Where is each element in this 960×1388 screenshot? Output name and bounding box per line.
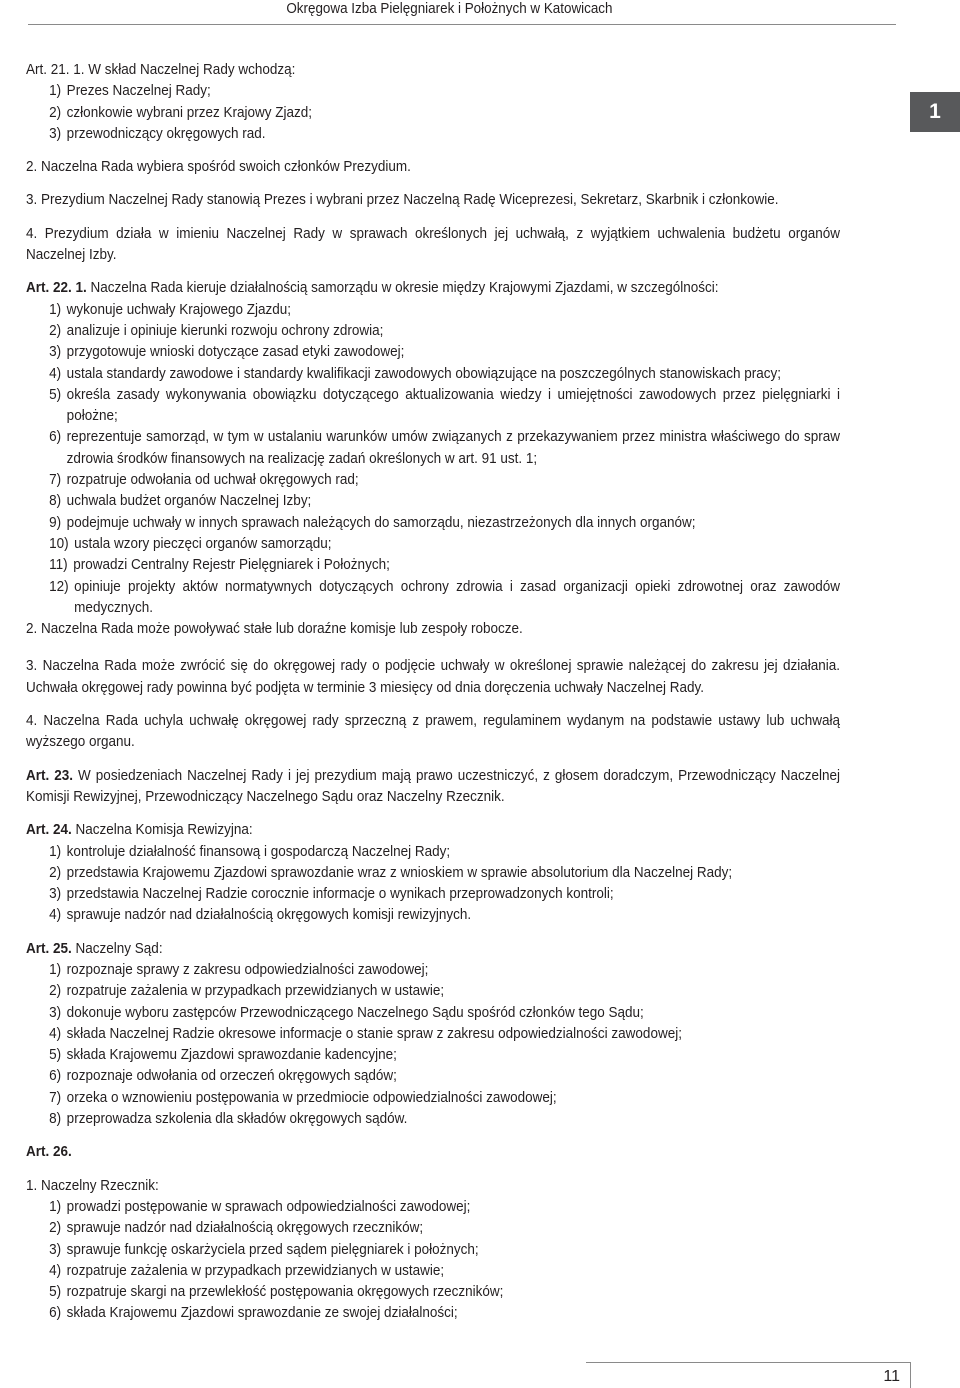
list-item-text: prowadzi Centralny Rejestr Pielęgniarek i Położnych; xyxy=(73,557,390,574)
list-item-number: 3) xyxy=(49,1004,62,1021)
list-item-text: członkowie wybrani przez Krajowy Zjazd; xyxy=(66,104,313,121)
list-item-number: 5) xyxy=(49,1047,62,1064)
chapter-tab: 1 xyxy=(910,92,960,132)
list-item-text: prowadzi postępowanie w sprawach odpowiedzialności zawodowej; xyxy=(66,1198,471,1215)
list-item-number: 1) xyxy=(49,301,62,318)
list-item xyxy=(26,981,840,1002)
list-item xyxy=(26,842,840,863)
list-item-number: 11) xyxy=(49,557,68,574)
list-item-number: 2) xyxy=(49,104,62,121)
list-item-number: 2) xyxy=(49,983,62,1000)
art22-paragraph-2: 2. Naczelna Rada może powoływać stałe lub doraźne komisje lub zespoły robocze. xyxy=(26,621,523,638)
list-item-text: rozpatruje odwołania od uchwał okręgowych rad; xyxy=(66,472,359,489)
list-item-text: opiniuje projekty aktów normatywnych dotyczących ochrony zdrowia i zasad organizacji opieki zdrowotnej oraz zawodów medycznych. xyxy=(74,578,841,616)
list-item xyxy=(26,124,840,145)
article-22 xyxy=(26,278,840,753)
art22-lead: Naczelna Rada kieruje działalnością samorządu w okresie między Krajowymi Zjazdami, w szczególności: xyxy=(90,280,719,297)
page-header-title: Okręgowa Izba Pielęgniarek i Położnych w Katowicach xyxy=(285,1,612,17)
list-item-number: 4) xyxy=(49,1262,62,1279)
list-item-number: 10) xyxy=(49,535,69,552)
list-item xyxy=(26,1045,840,1066)
list-item xyxy=(26,300,840,321)
list-item xyxy=(26,884,840,905)
list-item xyxy=(26,905,840,926)
list-item-number: 2) xyxy=(49,1220,62,1237)
list-item-text: analizuje i opiniuje kierunki rozwoju ochrony zdrowia; xyxy=(66,322,384,339)
list-item-number: 4) xyxy=(49,365,62,382)
list-item-number: 1) xyxy=(49,83,62,100)
list-item xyxy=(26,1197,840,1218)
list-item-text: składa Krajowemu Zjazdowi sprawozdanie kadencyjne; xyxy=(66,1047,397,1064)
list-item xyxy=(26,1066,840,1087)
list-item-text: przewodniczący okręgowych rad. xyxy=(66,125,266,142)
list-item-number: 2) xyxy=(49,864,62,881)
list-item-number: 9) xyxy=(49,514,62,531)
list-item xyxy=(26,1024,840,1045)
list-item-text: rozpatruje zażalenia w przypadkach przewidzianych w ustawie; xyxy=(66,1262,445,1279)
article-24 xyxy=(26,820,840,926)
list-item xyxy=(26,1282,840,1303)
list-item xyxy=(26,513,840,534)
art21-paragraph-2: 2. Naczelna Rada wybiera spośród swoich członków Prezydium. xyxy=(26,159,411,176)
art25-lead: Naczelny Sąd: xyxy=(75,940,163,957)
list-item xyxy=(26,863,840,884)
list-item xyxy=(26,534,840,555)
list-item xyxy=(26,491,840,512)
art21-lead: Art. 21. 1. W skład Naczelnej Rady wchodzą: xyxy=(26,62,296,78)
list-item-number: 7) xyxy=(49,472,62,489)
list-item-text: podejmuje uchwały w innych sprawach należących do samorządu, niezastrzeżonych dla innych organów; xyxy=(66,514,696,531)
art21-paragraph-4: 4. Prezydium działa w imieniu Naczelnej Rady w sprawach określonych jej uchwałą, z wyjątkiem uchwalenia budżetu organów Naczelnej Izby. xyxy=(26,225,840,264)
list-item-text: określa zasady wykonywania obowiązku dotyczącego aktualizowania wiedzy i umiejętności zawodowych przez pielęgniarki i położne; xyxy=(66,386,840,425)
list-item-text: rozpoznaje odwołania od orzeczeń okręgowych sądów; xyxy=(66,1068,397,1085)
list-item-text: sprawuje nadzór nad działalnością okręgowych rzeczników; xyxy=(66,1220,424,1237)
art22-label: Art. 22. 1. xyxy=(26,280,87,297)
list-item xyxy=(26,1003,840,1024)
list-item-number: 1) xyxy=(49,1198,62,1215)
list-item-text: składa Krajowemu Zjazdowi sprawozdanie ze swojej działalności; xyxy=(66,1305,458,1322)
list-item-text: rozpatruje zażalenia w przypadkach przewidzianych w ustawie; xyxy=(66,983,445,1000)
list-item-number: 2) xyxy=(49,322,62,339)
header-rule xyxy=(28,24,896,25)
list-item-text: przygotowuje wnioski dotyczące zasad etyki zawodowej; xyxy=(66,344,405,361)
list-item-number: 1) xyxy=(49,843,62,860)
list-item-text: kontroluje działalność finansową i gospodarczą Naczelnej Rady; xyxy=(66,843,451,860)
document-body xyxy=(26,60,840,1325)
list-item xyxy=(26,555,840,576)
article-26 xyxy=(26,1142,840,1324)
list-item-text: ustala standardy zawodowe i standardy kwalifikacji zawodowych obowiązujące na poszczególnych stanowiskach pracy; xyxy=(66,365,782,382)
list-item xyxy=(26,321,840,342)
list-item xyxy=(26,470,840,491)
list-item-text: orzeka o wznowieniu postępowania w przedmiocie odpowiedzialności zawodowej; xyxy=(66,1089,557,1106)
list-item-text: składa Naczelnej Radzie okresowe informacje o stanie spraw z zakresu odpowiedzialności zawodowej; xyxy=(66,1025,682,1042)
list-item xyxy=(26,1261,840,1282)
list-item-number: 4) xyxy=(49,1025,62,1042)
article-23 xyxy=(26,766,840,809)
list-item-text: wykonuje uchwały Krajowego Zjazdu; xyxy=(66,301,292,318)
list-item xyxy=(26,385,840,428)
art26-label: Art. 26. xyxy=(26,1144,72,1161)
art25-label: Art. 25. xyxy=(26,940,72,957)
footer-frame xyxy=(586,1362,911,1388)
list-item-number: 6) xyxy=(49,1305,62,1322)
art22-paragraph-4: 4. Naczelna Rada uchyla uchwałę okręgowej rady sprzeczną z prawem, regulaminem wydanym na podstawie ustawy lub uchwałą wyższego organu. xyxy=(26,713,840,751)
list-item xyxy=(26,1218,840,1239)
list-item-number: 3) xyxy=(49,125,62,142)
article-21 xyxy=(26,60,840,266)
list-item xyxy=(26,81,840,102)
list-item-text: przeprowadza szkolenia dla składów okręgowych sądów. xyxy=(66,1111,408,1128)
list-item-text: przedstawia Naczelnej Radzie corocznie informacje o wynikach przeprowadzonych kontroli; xyxy=(66,886,614,903)
list-item-number: 1) xyxy=(49,961,62,978)
list-item xyxy=(26,364,840,385)
art23-label: Art. 23. xyxy=(26,767,74,784)
list-item xyxy=(26,1303,840,1324)
list-item-text: ustala wzory pieczęci organów samorządu; xyxy=(74,535,332,552)
list-item-text: rozpoznaje sprawy z zakresu odpowiedzialności zawodowej; xyxy=(66,961,429,978)
list-item-number: 5) xyxy=(49,1284,62,1301)
list-item-text: przedstawia Krajowemu Zjazdowi sprawozdanie wraz z wnioskiem w sprawie absolutorium dla Naczelnej Rady; xyxy=(66,864,733,881)
list-item xyxy=(26,103,840,124)
list-item-text: Prezes Naczelnej Rady; xyxy=(66,83,211,100)
list-item-number: 3) xyxy=(49,1241,62,1258)
list-item-number: 6) xyxy=(49,1068,62,1085)
list-item-number: 7) xyxy=(49,1089,62,1106)
list-item xyxy=(26,342,840,363)
list-item-number: 4) xyxy=(49,907,62,924)
list-item-number: 12) xyxy=(49,578,69,595)
list-item-number: 3) xyxy=(49,344,62,361)
list-item xyxy=(26,1088,840,1109)
list-item-number: 3) xyxy=(49,886,62,903)
list-item xyxy=(26,427,840,470)
art24-lead: Naczelna Komisja Rewizyjna: xyxy=(75,822,253,839)
article-25 xyxy=(26,939,840,1131)
list-item xyxy=(26,577,840,620)
list-item-number: 5) xyxy=(49,386,62,403)
list-item-number: 8) xyxy=(49,493,62,510)
list-item-text: reprezentuje samorząd, w tym w ustalaniu warunków umów związanych z przekazywaniem przez ministra właściwego do spraw zdrowia środków finansowych na realizację zadań określonych w art. 91 ust. 1; xyxy=(66,429,840,467)
art26-lead: 1. Naczelny Rzecznik: xyxy=(26,1177,159,1194)
list-item-number: 8) xyxy=(49,1111,62,1128)
list-item xyxy=(26,1240,840,1261)
art23-text: W posiedzeniach Naczelnej Rady i jej prezydium mają prawo uczestniczyć, z głosem doradczym, Przewodniczący Naczelnej Komisji Rewizyjnej, Przewodniczący Naczelnego Sądu oraz Naczelny Rzecznik. xyxy=(26,767,840,805)
list-item-text: uchwala budżet organów Naczelnej Izby; xyxy=(66,493,312,510)
art24-label: Art. 24. xyxy=(26,822,72,839)
art21-paragraph-3: 3. Prezydium Naczelnej Rady stanowią Prezes i wybrani przez Naczelną Radę Wiceprezesi, Sekretarz, Skarbnik i członkowie. xyxy=(26,192,779,209)
list-item-text: rozpatruje skargi na przewlekłość postępowania okręgowych rzeczników; xyxy=(66,1284,504,1301)
art22-paragraph-3: 3. Naczelna Rada może zwrócić się do okręgowej rady o podjęcie uchwały w określonej sprawie należącej do zakresu jej działania. Uchwała okręgowej rady powinna być podjęta w terminie 3 miesięcy od dnia doręczenia uchwały Naczelnej Rady. xyxy=(26,658,840,696)
list-item-text: sprawuje nadzór nad działalnością okręgowych komisji rewizyjnych. xyxy=(66,907,472,924)
list-item-text: sprawuje funkcję oskarżyciela przed sądem pielęgniarek i położnych; xyxy=(66,1241,479,1258)
list-item-text: dokonuje wyboru zastępców Przewodniczącego Naczelnego Sądu spośród członków tego Sądu; xyxy=(66,1004,644,1021)
list-item-number: 6) xyxy=(49,429,62,446)
list-item xyxy=(26,960,840,981)
page-number: 11 xyxy=(883,1368,900,1385)
list-item xyxy=(26,1109,840,1130)
